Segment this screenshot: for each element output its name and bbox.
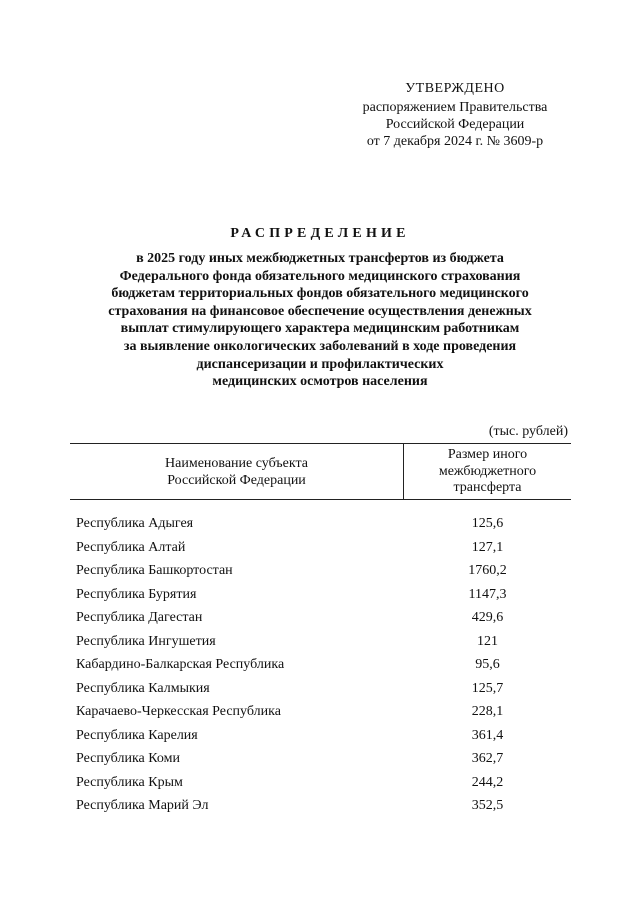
table-row (70, 748, 571, 772)
table-body (70, 513, 571, 819)
approval-label: УТВЕРЖДЕНО (405, 81, 505, 96)
table-row (70, 795, 571, 819)
approval-line: от 7 декабря 2024 г. № 3609-р (366, 134, 544, 149)
approval-stamp (340, 80, 570, 150)
region-name: Республика Адыгея (76, 516, 194, 531)
table-row (70, 678, 571, 702)
subtitle-line: медицинских осмотров населения (212, 374, 428, 390)
column-header-region (70, 455, 403, 489)
approval-line: распоряжением Правительства (362, 100, 548, 115)
transfer-amount: 361,4 (471, 727, 504, 743)
transfer-amount: 125,7 (471, 680, 504, 696)
column-header-amount (404, 447, 571, 497)
column-header-line: Наименование субъекта (165, 456, 308, 471)
region-name: Республика Крым (76, 774, 183, 790)
subtitle-line: Федерального фонда обязательного медицинского страхования (119, 268, 521, 284)
table-row (70, 772, 571, 796)
subtitle-line: диспансеризации и профилактических (196, 356, 444, 372)
transfer-amount: 1760,2 (468, 563, 507, 578)
table-row (70, 725, 571, 749)
transfer-amount: 429,6 (471, 610, 504, 625)
column-header-line: Размер иного (447, 447, 528, 462)
transfer-amount: 1147,3 (468, 586, 507, 602)
table-row (70, 654, 571, 678)
table-row (70, 631, 571, 655)
table-row (70, 701, 571, 725)
subtitle-line: за выявление онкологических заболеваний в ходе проведения (123, 338, 517, 354)
region-name: Республика Коми (76, 751, 180, 766)
table-row (70, 607, 571, 631)
region-name: Республика Алтай (76, 539, 186, 555)
units-label: (тыс. рублей) (488, 424, 568, 439)
document-subtitle (80, 250, 560, 391)
region-name: Республика Бурятия (76, 586, 197, 602)
subtitle-line: бюджетам территориальных фондов обязательного медицинского (111, 286, 529, 302)
transfer-amount: 95,6 (475, 657, 500, 672)
table-row (70, 560, 571, 584)
region-name: Кабардино-Балкарская Республика (76, 657, 285, 672)
transfer-amount: 127,1 (471, 539, 504, 555)
region-name: Республика Карелия (76, 727, 198, 743)
transfer-amount: 352,5 (471, 798, 504, 813)
transfer-amount: 228,1 (471, 704, 504, 719)
region-name: Республика Ингушетия (76, 633, 216, 649)
region-name: Республика Калмыкия (76, 680, 210, 696)
transfer-amount: 121 (477, 633, 498, 649)
transfer-amount: 362,7 (471, 751, 504, 766)
column-header-line: Российской Федерации (167, 473, 306, 488)
table-row (70, 584, 571, 608)
subtitle-line: страхования на финансовое обеспечение осуществления денежных (108, 303, 532, 319)
transfer-amount: 125,6 (471, 516, 504, 531)
subtitle-line: в 2025 году иных межбюджетных трансфертов из бюджета (136, 251, 504, 266)
table-row (70, 537, 571, 561)
region-name: Республика Марий Эл (76, 798, 209, 813)
column-header-line: межбюджетного (438, 463, 537, 479)
region-name: Республика Дагестан (76, 610, 203, 625)
subtitle-line: выплат стимулирующего характера медицинским работникам (120, 321, 520, 337)
document-title: РАСПРЕДЕЛЕНИЕ (230, 226, 410, 241)
approval-line: Российской Федерации (385, 117, 525, 132)
column-header-line: трансферта (453, 480, 522, 495)
region-name: Республика Башкортостан (76, 563, 233, 578)
table-header (70, 443, 571, 500)
region-name: Карачаево-Черкесская Республика (76, 704, 281, 719)
transfer-amount: 244,2 (471, 774, 504, 790)
table-row (70, 513, 571, 537)
transfer-table (70, 443, 571, 813)
